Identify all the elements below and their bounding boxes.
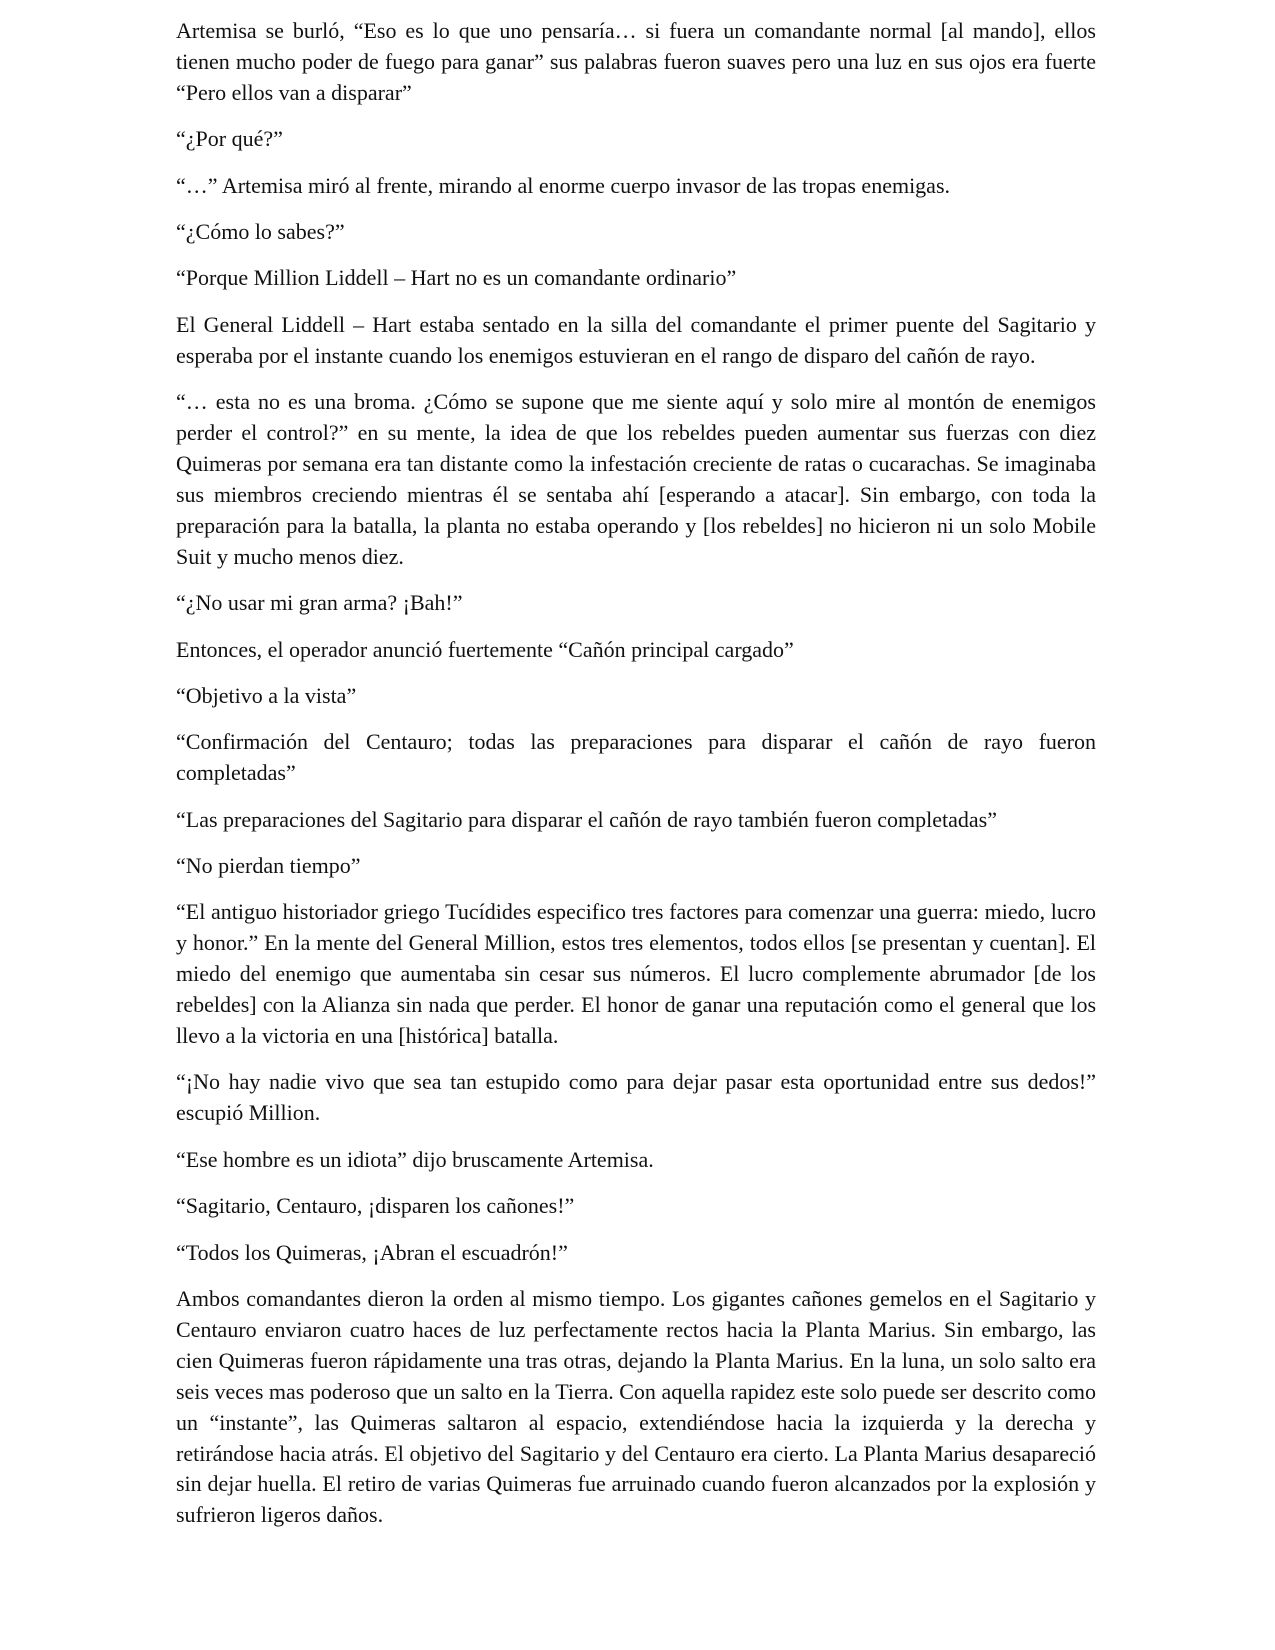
document-page	[176, 16, 1096, 1531]
paragraph-17: “Sagitario, Centauro, ¡disparen los cañones!”	[176, 1193, 575, 1219]
paragraph-3: “…” Artemisa miró al frente, mirando al enorme cuerpo invasor de las tropas enemigas.	[176, 172, 951, 198]
paragraph-7: “… esta no es una broma. ¿Cómo se supone que me siente aquí y solo mire al montón de enemigos perder el control?” en su mente, la idea de que los rebeldes pueden aumentar sus fuerzas con diez Quimeras por semana era tan distante como la infestación creciente de ratas o cucarachas. Se imaginaba sus miembros creciendo mientras él se sentaba ahí [esperando a atacar]. Sin embargo, con toda la preparación para la batalla, la planta no estaba operando y [los rebeldes] no hicieron ni un solo Mobile Suit y mucho menos diez.	[176, 389, 1096, 569]
paragraph-1: Artemisa se burló, “Eso es lo que uno pensaría… si fuera un comandante normal [al mando], ellos tienen mucho poder de fuego para ganar” sus palabras fueron suaves pero una luz en sus ojos era fuerte “Pero ellos van a disparar”	[176, 18, 1096, 105]
paragraph-8: “¿No usar mi gran arma? ¡Bah!”	[176, 590, 463, 616]
paragraph-2: “¿Por qué?”	[176, 126, 283, 152]
paragraph-5: “Porque Million Liddell – Hart no es un comandante ordinario”	[176, 265, 737, 291]
paragraph-19: Ambos comandantes dieron la orden al mismo tiempo. Los gigantes cañones gemelos en el Sagitario y Centauro enviaron cuatro haces de luz perfectamente rectos hacia la Planta Marius. Sin embargo, las cien Quimeras fueron rápidamente una tras otras, dejando la Planta Marius. En la luna, un solo salto era seis veces mas poderoso que un salto en la Tierra. Con aquella rapidez este solo puede ser descrito como un “instante”, las Quimeras saltaron al espacio, extendiéndose hacia la izquierda y la derecha y retirándose hacia atrás. El objetivo del Sagitario y del Centauro era cierto. La Planta Marius desapareció sin dejar huella. El retiro de varias Quimeras fue arruinado cuando fueron alcanzados por la explosión y sufrieron ligeros daños.	[176, 1286, 1096, 1528]
paragraph-6: El General Liddell – Hart estaba sentado en la silla del comandante el primer puente del Sagitario y esperaba por el instante cuando los enemigos estuvieran en el rango de disparo del cañón de rayo.	[176, 311, 1096, 368]
paragraph-15: “¡No hay nadie vivo que sea tan estupido como para dejar pasar esta oportunidad entre sus dedos!” escupió Million.	[176, 1069, 1096, 1126]
paragraph-12: “Las preparaciones del Sagitario para disparar el cañón de rayo también fueron completadas”	[176, 806, 997, 832]
paragraph-4: “¿Cómo lo sabes?”	[176, 219, 345, 245]
paragraph-16: “Ese hombre es un idiota” dijo bruscamente Artemisa.	[176, 1146, 654, 1172]
paragraph-14: “El antiguo historiador griego Tucídides especifico tres factores para comenzar una guerra: miedo, lucro y honor.” En la mente del General Million, estos tres elementos, todos ellos [se presentan y cuentan]. El miedo del enemigo que aumentaba sin cesar sus números. El lucro complemente abrumador [de los rebeldes] con la Alianza sin nada que perder. El honor de ganar una reputación como el general que los llevo a la victoria en una [histórica] batalla.	[176, 899, 1096, 1049]
paragraph-18: “Todos los Quimeras, ¡Abran el escuadrón!”	[176, 1239, 568, 1265]
paragraph-13: “No pierdan tiempo”	[176, 853, 361, 879]
paragraph-11: “Confirmación del Centauro; todas las preparaciones para disparar el cañón de rayo fueron completadas”	[176, 729, 1096, 786]
paragraph-10: “Objetivo a la vista”	[176, 682, 357, 708]
paragraph-9: Entonces, el operador anunció fuertemente “Cañón principal cargado”	[176, 636, 794, 662]
